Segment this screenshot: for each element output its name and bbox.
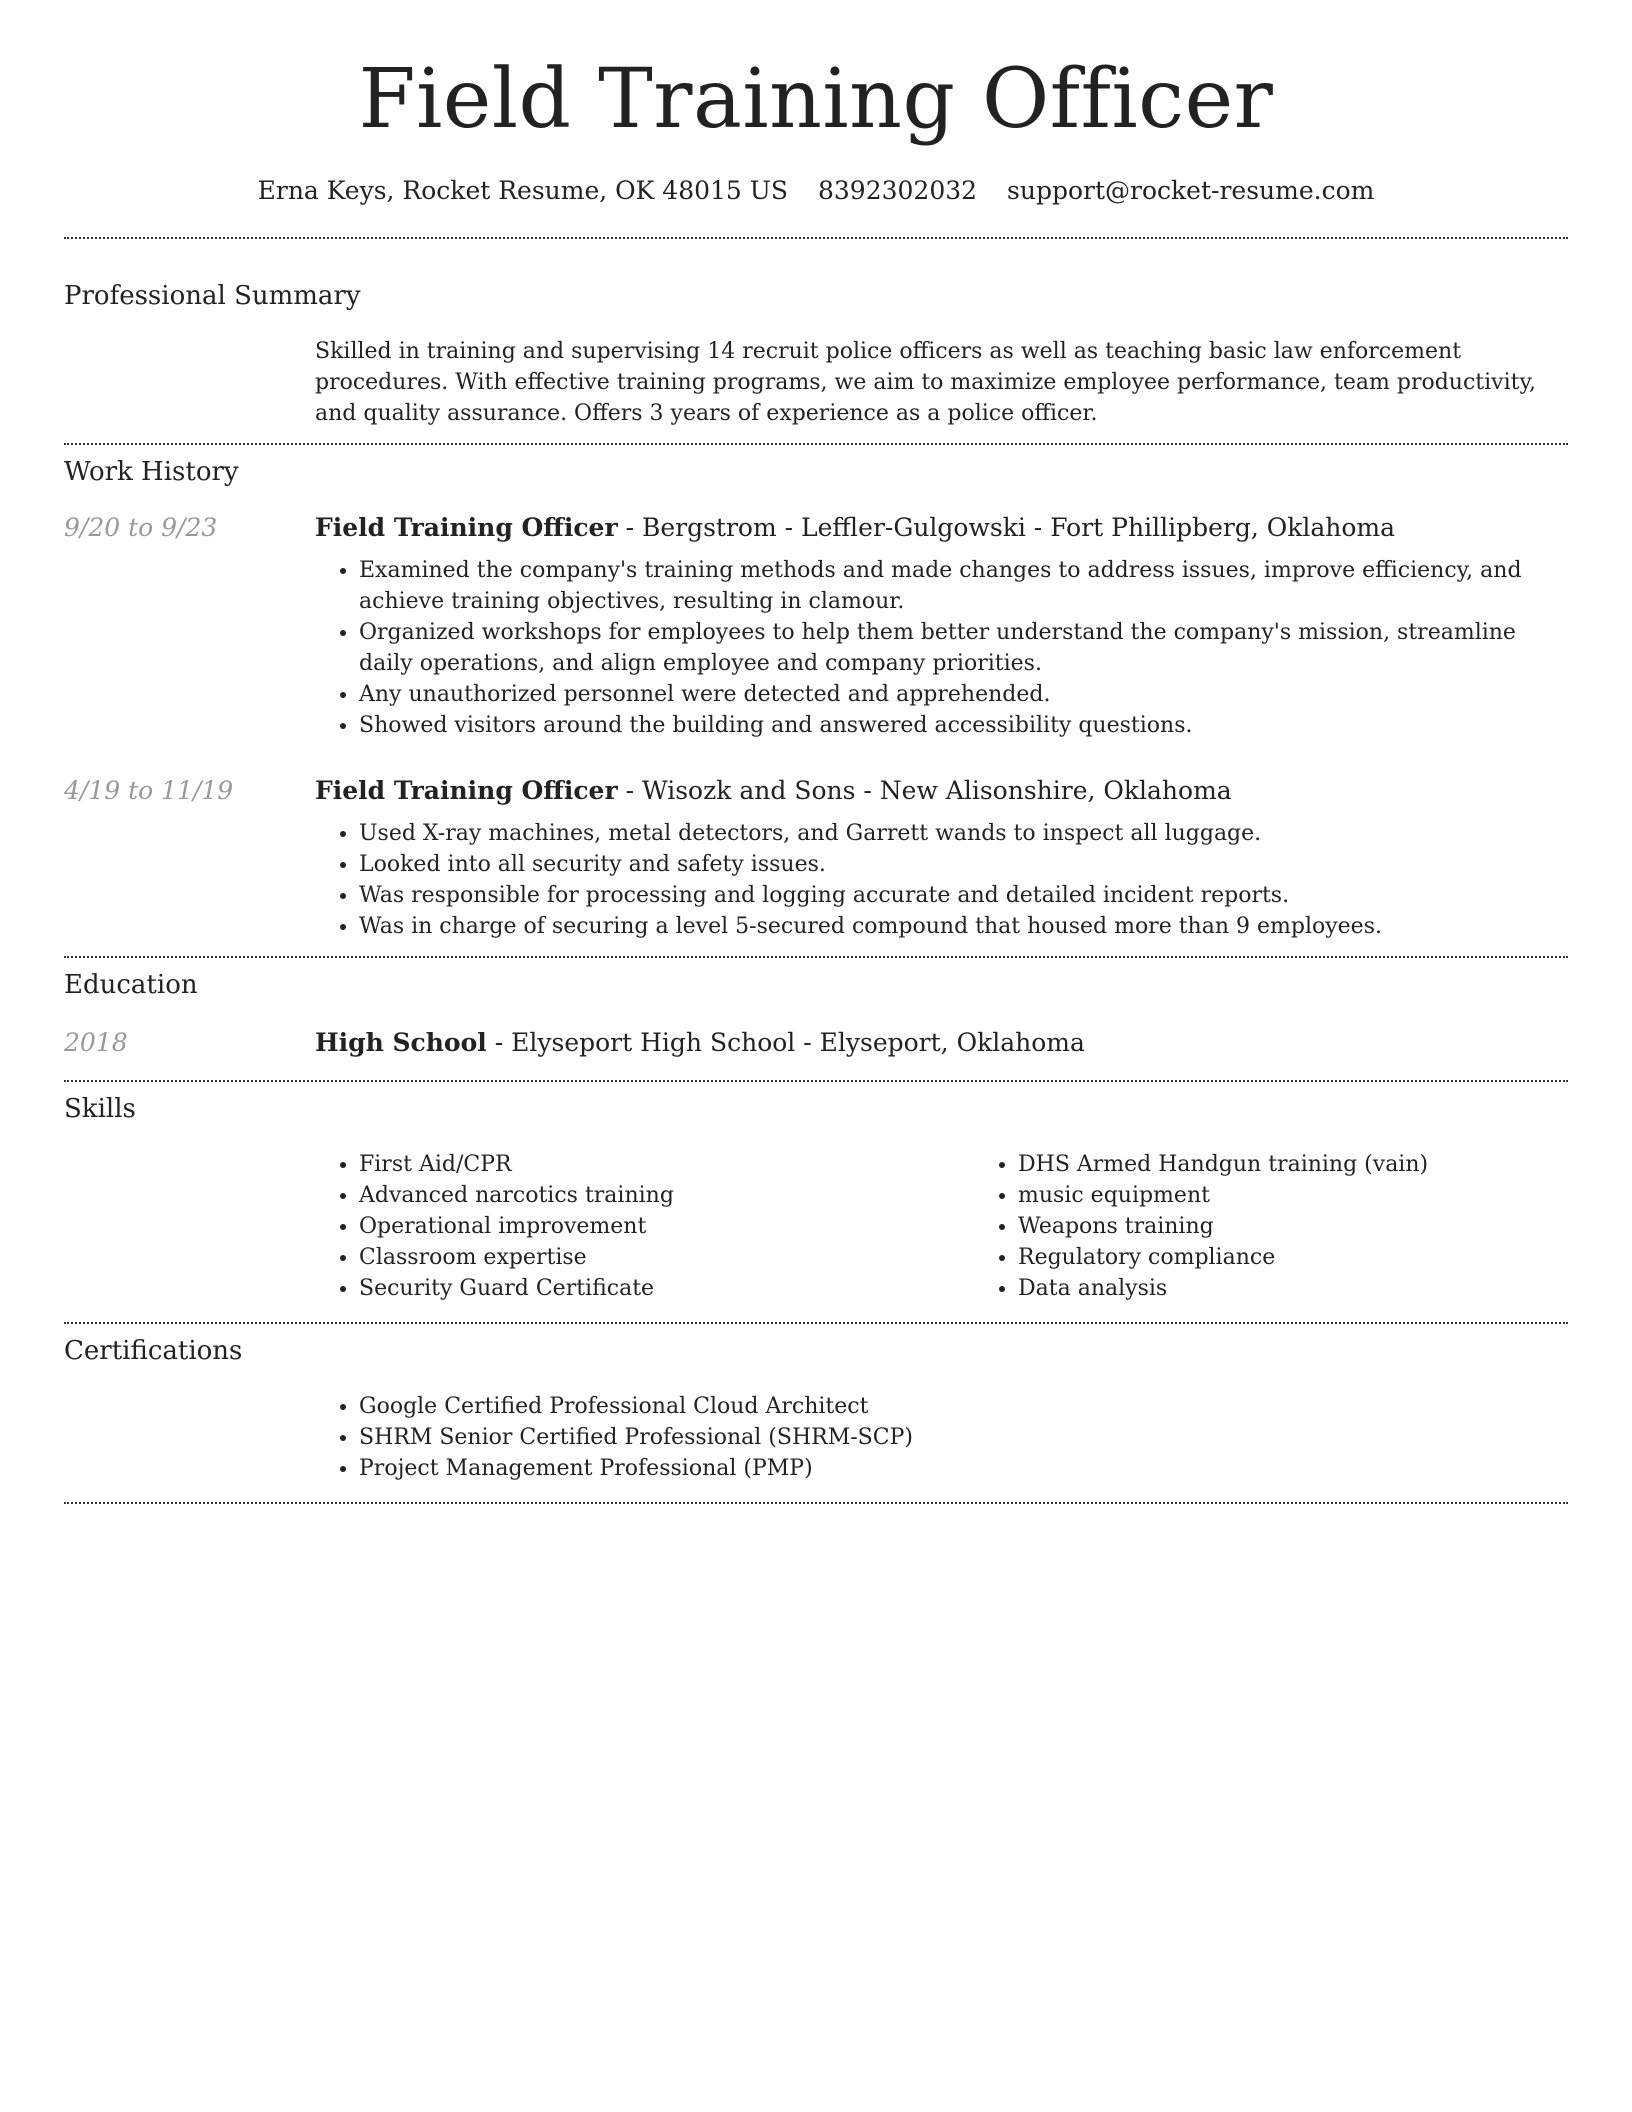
job-bullets xyxy=(315,818,1568,942)
job-bullet: • Used X-ray machines, metal detectors, and Garrett wands to inspect all luggage. xyxy=(359,818,1568,849)
job-bullets xyxy=(315,555,1568,741)
job-bullet: • Organized workshops for employees to help them better understand the company's mission, streamline daily operations, and align employee and company priorities. xyxy=(359,617,1568,679)
contact-line xyxy=(64,174,1568,208)
certification-item: • SHRM Senior Certified Professional (SHRM-SCP) xyxy=(359,1422,1568,1453)
skill-item: • Weapons training xyxy=(1018,1211,1632,1242)
job-bullet: • Any unauthorized personnel were detected and apprehended. xyxy=(359,679,1568,710)
education-entry xyxy=(64,1026,1568,1060)
contact-email: support@rocket-resume.com xyxy=(1007,176,1375,205)
skill-item: • Security Guard Certificate xyxy=(359,1273,974,1304)
skill-item: • Classroom expertise xyxy=(359,1242,974,1273)
certifications-section xyxy=(64,1334,1568,1484)
section-divider xyxy=(64,956,1568,958)
work-history-section xyxy=(64,455,1568,942)
job-bullet: • Examined the company's training methods and made changes to address issues, improve efficiency, and achieve training objectives, resulting in clamour. xyxy=(359,555,1568,617)
summary-spacer xyxy=(64,336,315,429)
section-divider xyxy=(64,1322,1568,1324)
job-position: Field Training Officer xyxy=(315,776,618,805)
skills-section xyxy=(64,1092,1568,1304)
job-position: Field Training Officer xyxy=(315,513,618,542)
summary-section xyxy=(64,279,1568,429)
section-divider xyxy=(64,237,1568,239)
education-degree: High School xyxy=(315,1028,487,1057)
certifications-list xyxy=(315,1391,1568,1484)
section-divider xyxy=(64,1080,1568,1082)
education-section xyxy=(64,968,1568,1060)
job-details: - Bergstrom - Leffler-Gulgowski - Fort Phillipberg, Oklahoma xyxy=(617,513,1396,542)
job-title-line xyxy=(315,511,1568,545)
summary-text: Skilled in training and supervising 14 recruit police officers as well as teaching basic law enforcement procedures. With effective training programs, we aim to maximize employee performance, team productivity, and quality assurance. Offers 3 years of experience as a police officer. xyxy=(315,339,1536,426)
contact-phone: 8392302032 xyxy=(817,176,978,205)
skill-item: • Advanced narcotics training xyxy=(359,1180,974,1211)
contact-address: Erna Keys, Rocket Resume, OK 48015 US xyxy=(257,176,788,205)
resume-page xyxy=(64,0,1568,1504)
job-bullet: • Was in charge of securing a level 5-secured compound that housed more than 9 employees. xyxy=(359,911,1568,942)
resume-title: Field Training Officer xyxy=(358,52,1274,147)
skill-item: • Data analysis xyxy=(1018,1273,1632,1304)
job-dates: 9/20 to 9/23 xyxy=(64,513,218,542)
skills-heading: Skills xyxy=(64,1094,136,1124)
education-details: - Elyseport High School - Elyseport, Oklahoma xyxy=(486,1028,1085,1057)
education-year: 2018 xyxy=(64,1028,128,1057)
skills-spacer xyxy=(64,1149,315,1304)
certifications-heading: Certifications xyxy=(64,1336,243,1366)
certifications-spacer xyxy=(64,1391,315,1484)
education-heading: Education xyxy=(64,970,198,1000)
skills-list-right xyxy=(974,1149,1632,1304)
work-history-heading: Work History xyxy=(64,457,239,487)
job-bullet: • Showed visitors around the building and answered accessibility questions. xyxy=(359,710,1568,741)
skill-item: • First Aid/CPR xyxy=(359,1149,974,1180)
job-details: - Wisozk and Sons - New Alisonshire, Oklahoma xyxy=(617,776,1232,805)
section-divider xyxy=(64,1502,1568,1504)
skill-item: • Regulatory compliance xyxy=(1018,1242,1632,1273)
job-entry xyxy=(64,774,1568,942)
job-bullet: • Was responsible for processing and logging accurate and detailed incident reports. xyxy=(359,880,1568,911)
certification-item: • Google Certified Professional Cloud Architect xyxy=(359,1391,1568,1422)
job-bullet: • Looked into all security and safety issues. xyxy=(359,849,1568,880)
certification-item: • Project Management Professional (PMP) xyxy=(359,1453,1568,1484)
job-title-line xyxy=(315,774,1568,808)
skills-list-left xyxy=(315,1149,974,1304)
job-entry xyxy=(64,511,1568,741)
job-dates: 4/19 to 11/19 xyxy=(64,776,234,805)
skill-item: • DHS Armed Handgun training (vain) xyxy=(1018,1149,1632,1180)
summary-heading: Professional Summary xyxy=(64,281,361,311)
skill-item: • music equipment xyxy=(1018,1180,1632,1211)
skill-item: • Operational improvement xyxy=(359,1211,974,1242)
education-line xyxy=(315,1026,1568,1060)
section-divider xyxy=(64,443,1568,445)
